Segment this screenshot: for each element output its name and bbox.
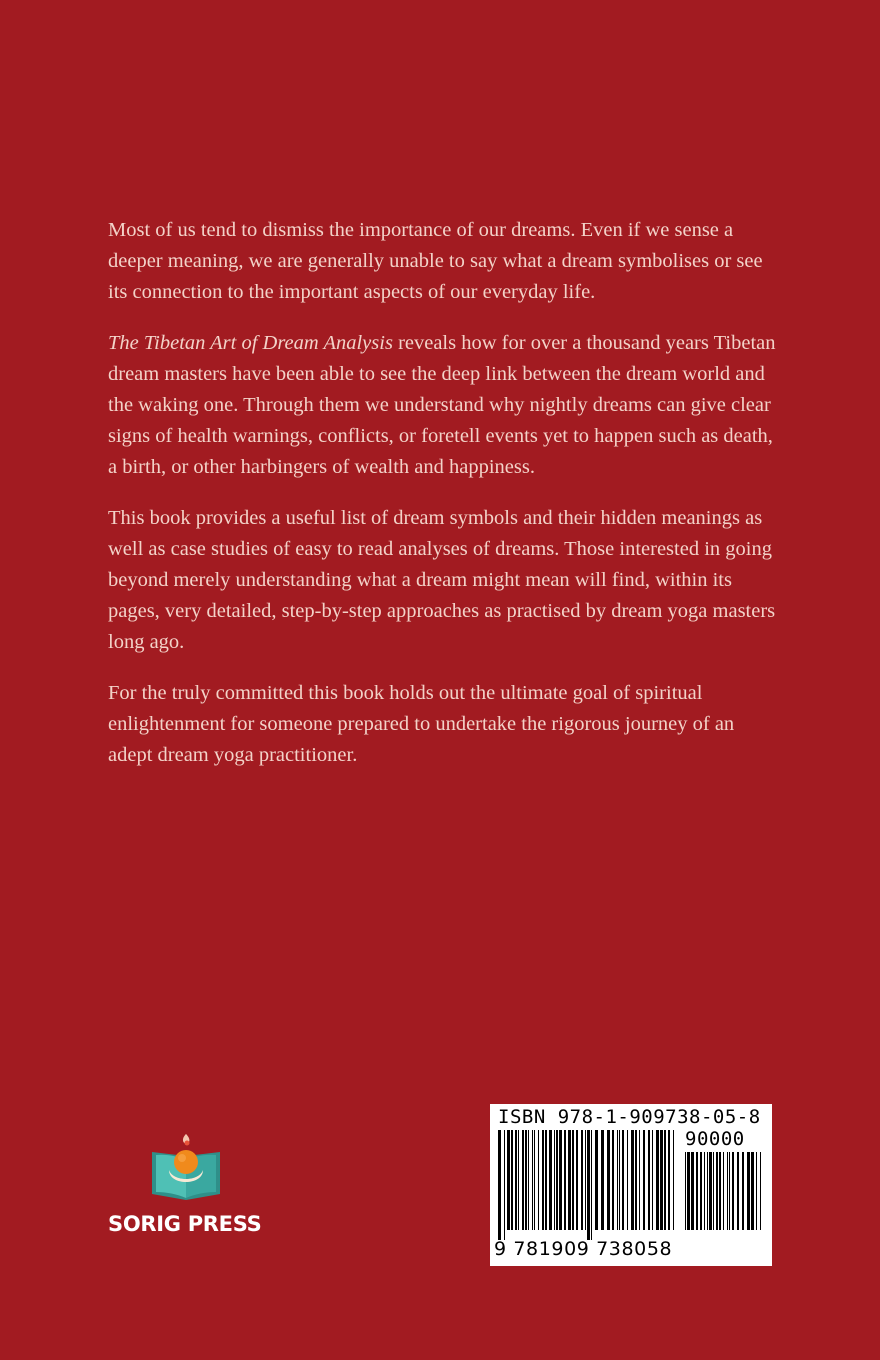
barcode-bar	[707, 1152, 708, 1230]
isbn-barcode	[490, 1104, 772, 1266]
barcode-bar	[576, 1130, 578, 1230]
barcode-bar	[568, 1130, 571, 1230]
barcode-bar	[627, 1130, 628, 1230]
barcode-bar	[549, 1130, 552, 1230]
barcode-bar	[587, 1130, 590, 1240]
barcode-bar	[619, 1130, 620, 1230]
barcode-bar	[656, 1130, 659, 1230]
barcode-bar	[635, 1130, 637, 1230]
barcode-bar	[545, 1130, 547, 1230]
barcode-main-bars	[498, 1130, 676, 1240]
barcode-bar	[532, 1130, 533, 1230]
barcode-bar	[515, 1130, 517, 1230]
barcode-bar	[556, 1130, 558, 1230]
barcode-bar	[617, 1130, 618, 1230]
barcode-bar	[622, 1130, 624, 1230]
blurb-paragraph-2-text: reveals how for over a thousand years Tibetan dream masters have been able to see the deep link between the dream world and the waking one. Through them we understand why nightly dreams can give clear signs of health warnings, conflicts, or foretell events yet to happen such as death, a birth, or other harbingers of wealth and happiness.	[108, 332, 776, 478]
barcode-bar	[525, 1130, 527, 1230]
barcode-bar	[751, 1152, 754, 1230]
barcode-bar	[518, 1130, 519, 1230]
barcode-bar	[691, 1152, 694, 1230]
barcode-bar	[687, 1152, 690, 1230]
barcode-bar	[742, 1152, 744, 1230]
barcode-bar	[504, 1130, 505, 1240]
barcode-bar	[668, 1130, 670, 1230]
open-book-sun-icon	[146, 1130, 228, 1212]
barcode-bar	[534, 1130, 535, 1230]
barcode-bar	[538, 1130, 539, 1230]
barcode-bar	[756, 1152, 757, 1230]
blurb-paragraph-3: This book provides a useful list of dream symbols and their hidden meanings as well as case studies of easy to read analyses of dreams. Those interested in going beyond merely understanding what a dream might mean will find, within its pages, very detailed, step-by-step approaches as practised by dream yoga masters long ago.	[108, 507, 776, 653]
barcode-bar	[723, 1152, 724, 1230]
cover-blurb	[108, 215, 778, 791]
blurb-paragraph-2	[108, 328, 778, 483]
blurb-paragraph-1: Most of us tend to dismiss the importance of our dreams. Even if we sense a deeper meaning, we are generally unable to say what a dream symbolises or see its connection to the important aspects of our everyday life.	[108, 219, 763, 303]
barcode-bar	[652, 1130, 653, 1230]
barcode-bar	[591, 1130, 592, 1240]
barcode-bar	[685, 1152, 686, 1230]
barcode-bar	[729, 1152, 730, 1230]
barcode-bar	[612, 1130, 614, 1230]
barcode-bar	[643, 1130, 645, 1230]
barcode-bar	[572, 1130, 574, 1230]
blurb-paragraph-4: For the truly committed this book holds out the ultimate goal of spiritual enlightenment for someone prepared to undertake the rigorous journey of an adept dream yoga practitioner.	[108, 682, 735, 766]
barcode-bar	[700, 1152, 702, 1230]
barcode-bar	[498, 1130, 501, 1240]
barcode-bar	[581, 1130, 583, 1230]
barcode-bar	[631, 1130, 634, 1230]
barcode-addon-digits: 90000	[685, 1128, 745, 1150]
barcode-bar	[732, 1152, 734, 1230]
barcode-bar	[522, 1130, 524, 1230]
barcode-bar	[585, 1130, 586, 1230]
barcode-bar	[595, 1130, 598, 1230]
publisher-name: SORIG PRESS	[108, 1212, 262, 1236]
barcode-bar	[507, 1130, 510, 1230]
barcode-bar	[601, 1130, 604, 1230]
barcode-bar	[737, 1152, 739, 1230]
barcode-addon-bars	[685, 1152, 763, 1240]
barcode-bar	[554, 1130, 555, 1230]
barcode-bar	[716, 1152, 718, 1230]
book-title-italic: The Tibetan Art of Dream Analysis	[108, 332, 393, 354]
barcode-bar	[709, 1152, 712, 1230]
barcode-bar	[696, 1152, 698, 1230]
barcode-bar	[704, 1152, 705, 1230]
barcode-bar	[673, 1130, 674, 1230]
barcode-bar	[664, 1130, 666, 1230]
barcode-ean-digits: 9 781909 738058	[494, 1238, 673, 1260]
barcode-bar	[760, 1152, 761, 1230]
barcode-bar	[564, 1130, 566, 1230]
barcode-bar	[542, 1130, 544, 1230]
isbn-label: ISBN 978-1-909738-05-8	[498, 1106, 761, 1128]
barcode-bar	[719, 1152, 721, 1230]
barcode-bar	[639, 1130, 640, 1230]
barcode-bar	[528, 1130, 529, 1230]
barcode-bar	[747, 1152, 750, 1230]
barcode-bar	[511, 1130, 513, 1230]
publisher-logo	[108, 1130, 278, 1240]
barcode-bar	[660, 1130, 663, 1230]
barcode-bar	[559, 1130, 562, 1230]
barcode-bar	[648, 1130, 650, 1230]
barcode-bar	[607, 1130, 610, 1230]
barcode-bar	[727, 1152, 728, 1230]
barcode-bar	[713, 1152, 714, 1230]
